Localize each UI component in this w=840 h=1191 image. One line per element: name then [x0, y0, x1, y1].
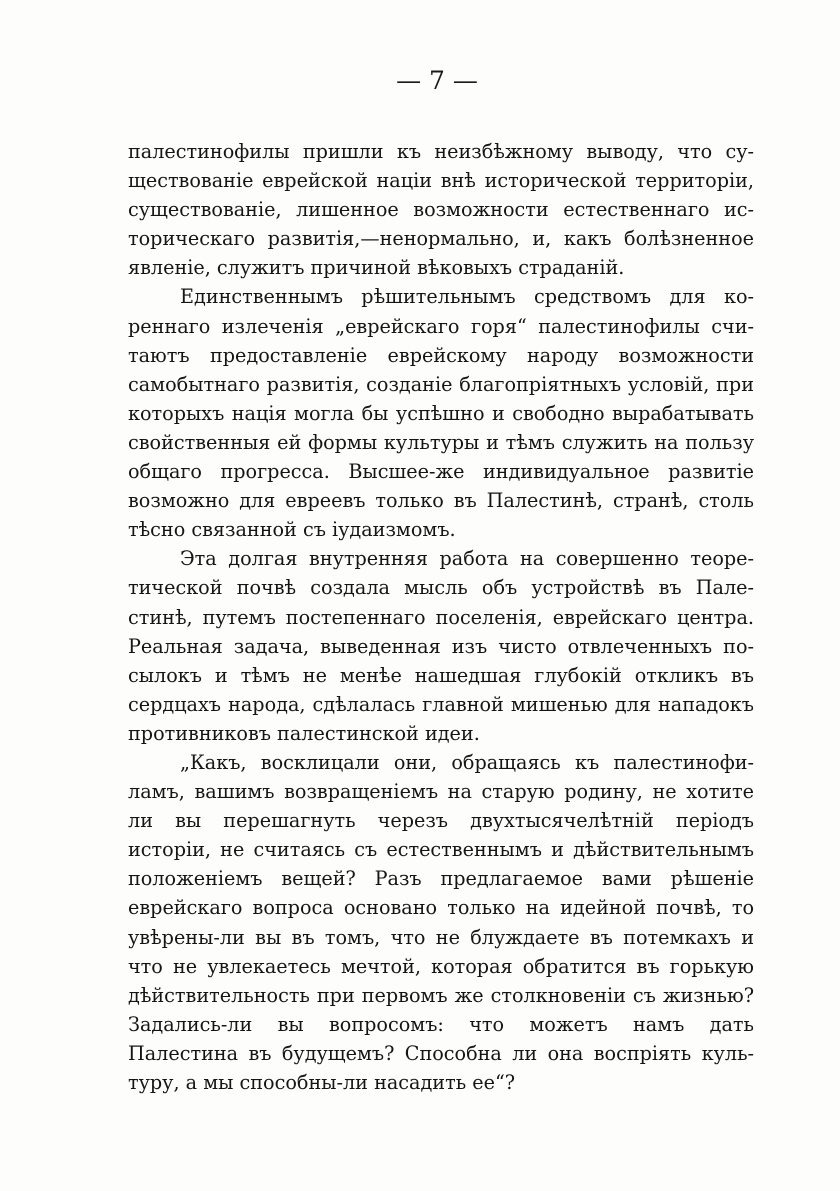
paragraph-3: Эта долгая внутренняя работа на совершенно теоретической почвѣ создала мысль объ устройствѣ въ Палестинѣ, путемъ постепеннаго поселенія, еврейскаго центра. Реальная задача, выведенная изъ чисто отвлеченныхъ посылокъ и тѣмъ не менѣе нашедшая глубокій откликъ въ сердцахъ народа, сдѣлалась главной мишенью для нападокъ противниковъ палестинской идеи. [128, 547, 754, 745]
paragraph-1: палестинофилы пришли къ неизбѣжному выводу, что существованіе еврейской націи внѣ исторической территоріи, существованіе, лишенное возможности естественнаго историческаго развитія,—ненормально, и, какъ болѣзненное явленіе, служитъ причиной вѣковыхъ страданій. [128, 140, 754, 280]
body-text [128, 137, 754, 1097]
paragraph-4: „Какъ, восклицали они, обращаясь къ палестинофиламъ, вашимъ возвращеніемъ на старую родину, не хотите ли вы перешагнуть черезъ двухтысячелѣтній періодъ исторіи, не считаясь съ естественнымъ и дѣйствительнымъ положеніемъ вещей? Разъ предлагаемое вами рѣшеніе еврейскаго вопроса основано только на идейной почвѣ, то увѣрены-ли вы въ томъ, что не блуждаете въ потемкахъ и что не увлекаетесь мечтой, которая обратится въ горькую дѣйствительность при первомъ же столкновеніи съ жизнью? Задались-ли вы вопросомъ: что можетъ намъ дать Палестина въ будущемъ? Способна ли она воспріять культуру, а мы способны-ли насадить ее“? [128, 750, 754, 1094]
page-number: — 7 — [396, 66, 478, 95]
paragraph-2: Единственнымъ рѣшительнымъ средствомъ для кореннаго излеченія „еврейскаго горя“ палестинофилы считаютъ предоставленіе еврейскому народу возможности самобытнаго развитія, созданіе благопріятныхъ условій, при которыхъ нація могла бы успѣшно и свободно вырабатывать свойственныя ей формы культуры и тѣмъ служить на пользу общаго прогресса. Высшее-же индивидуальное развитіе возможно для евреевъ только въ Палестинѣ, странѣ, столь тѣсно связанной съ іудаизмомъ. [128, 285, 754, 542]
